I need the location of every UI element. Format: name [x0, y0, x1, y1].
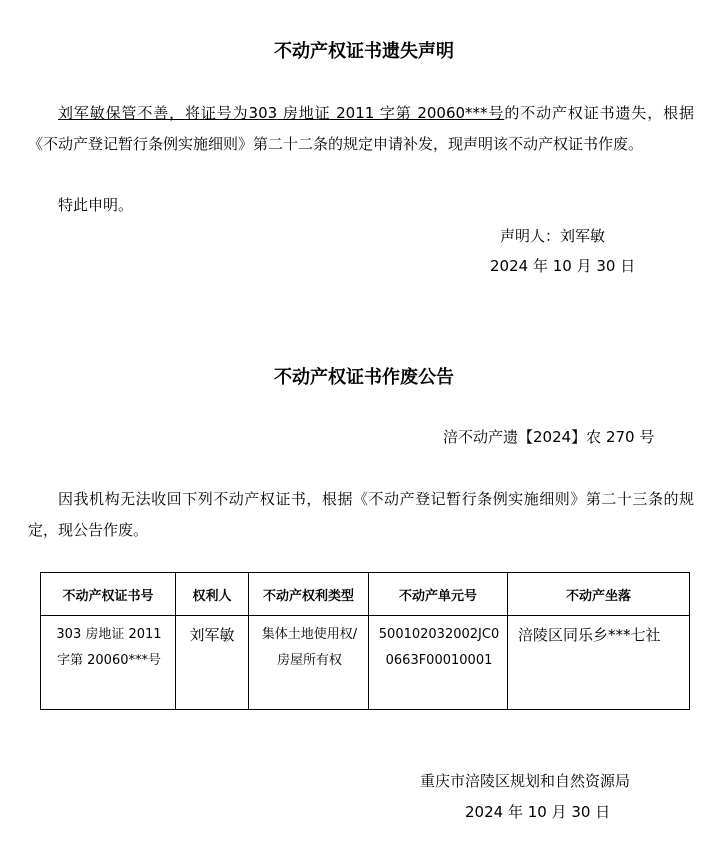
- declaration-body: [28, 98, 694, 160]
- declaration-date: 2024 年 10 月 30 日: [490, 257, 636, 275]
- cell-cert-no: 303 房地证 2011 字第 20060***号: [41, 616, 176, 710]
- declaration-body-part1: 刘军敏保管不善，将证号为: [58, 104, 249, 122]
- declaration-title: 不动产权证书遗失声明: [274, 41, 454, 62]
- header-holder: 权利人: [176, 573, 249, 616]
- header-location: 不动产坐落: [508, 573, 690, 616]
- issuer-name: 重庆市涪陵区规划和自然资源局: [420, 772, 631, 790]
- declarant-line: 声明人：刘军敏: [500, 227, 606, 245]
- header-cert-no: 不动产权证书号: [41, 573, 176, 616]
- certificate-number: 303 房地证 2011 字第 20060***号: [248, 104, 505, 122]
- cell-unit-no: 500102032002JC00663F00010001: [369, 616, 508, 710]
- table-header-row: [41, 573, 690, 616]
- notice-title: 不动产权证书作废公告: [274, 367, 454, 388]
- table-row: [41, 616, 690, 710]
- header-unit-no: 不动产单元号: [369, 573, 508, 616]
- cell-holder: 刘军敏: [176, 616, 249, 710]
- cell-right-type: 集体土地使用权/房屋所有权: [249, 616, 369, 710]
- header-right-type: 不动产权利类型: [249, 573, 369, 616]
- notice-document-number: 涪不动产遗【2024】农 270 号: [443, 428, 655, 446]
- notice-date: 2024 年 10 月 30 日: [465, 803, 611, 821]
- certificate-table: [40, 572, 690, 710]
- notice-body: 因我机构无法收回下列不动产权证书，根据《不动产登记暂行条例实施细则》第二十三条的规定，现公告作废。: [28, 490, 694, 539]
- declaration-closing: 特此申明。: [58, 196, 134, 214]
- cell-location: 涪陵区同乐乡***七社: [508, 616, 690, 710]
- declaration-body-part2: 的不动产权证书遗失，根据《不动产登记暂行条例实施细则》第二十二条的规定申请补发，现声明该不动产权证书作废。: [28, 104, 694, 153]
